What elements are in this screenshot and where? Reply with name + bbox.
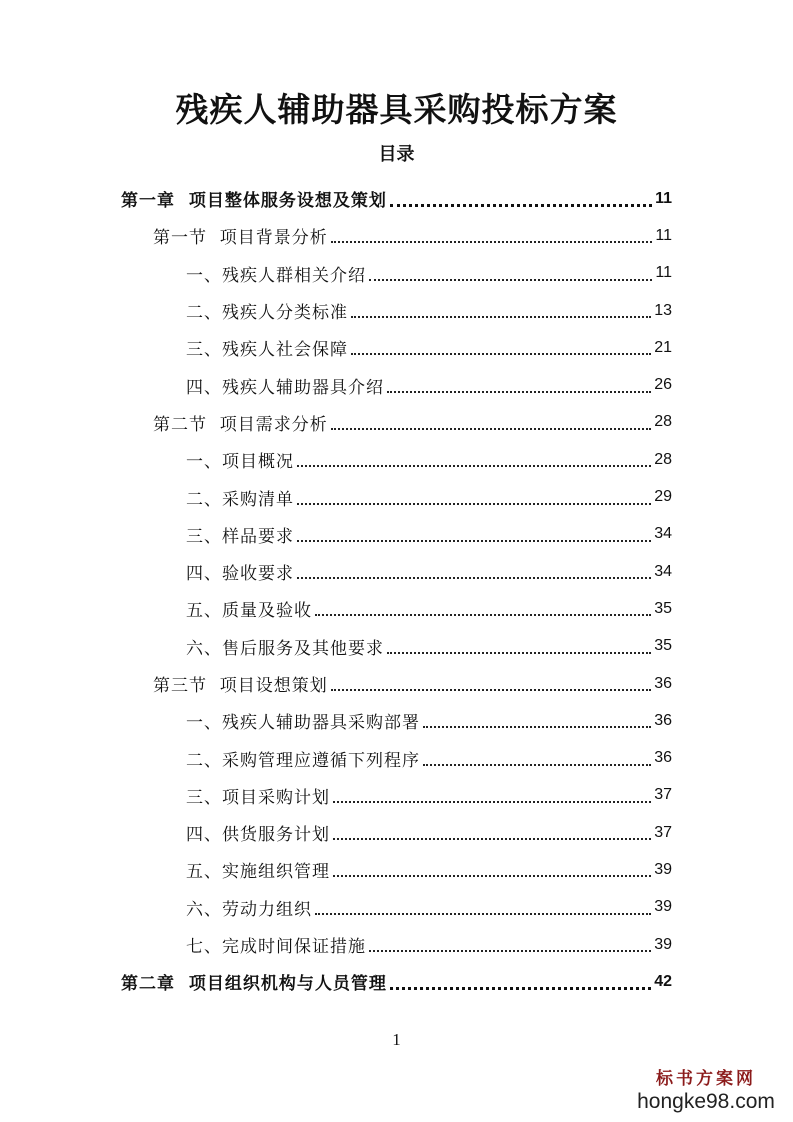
toc-entry-label: 第三节 项目设想策划 [153,676,328,696]
toc-entry-label: 三、样品要求 [186,526,294,547]
toc-entry-page: 28 [654,413,672,431]
toc-entry-label: 第二章 项目组织机构与人员管理 [121,974,387,995]
toc-entry-label: 一、残疾人辅助器具采购部署 [186,713,420,734]
toc-dot-leader [423,725,651,728]
toc-entry-page: 39 [654,860,672,878]
toc-entry-label: 五、实施组织管理 [186,862,330,883]
toc-dot-leader [387,651,651,654]
toc-entry[interactable] [0,590,793,627]
toc-entry-page: 11 [655,226,672,244]
toc-entry-label: 二、采购管理应遵循下列程序 [186,750,420,771]
toc-dot-leader [297,539,651,542]
toc-entry-page: 11 [655,264,672,282]
page-number: 1 [392,1030,401,1049]
toc-entry-label: 三、项目采购计划 [186,787,330,808]
toc-entry-page: 29 [654,488,672,506]
toc-entry-label: 二、采购清单 [186,489,294,510]
toc-dot-leader [369,949,651,952]
toc-entry-label: 第二节 项目需求分析 [153,414,328,435]
toc-entry-label: 第一节 项目背景分析 [153,228,328,249]
toc-dot-leader [369,278,652,281]
toc-entry-page: 26 [654,376,672,394]
toc-entry-page: 34 [654,562,672,580]
toc-entry-label: 一、残疾人群相关介绍 [186,265,366,286]
toc-entry-label: 七、完成时间保证措施 [186,937,366,958]
toc-entry[interactable] [0,255,793,292]
toc-dot-leader [351,315,651,318]
watermark-url: hongke98.com [637,1090,775,1113]
toc-entry-page: 21 [654,338,672,356]
document-title: 残疾人辅助器具采购投标方案 [175,90,618,129]
toc-entry-label: 六、售后服务及其他要求 [186,638,384,659]
toc-dot-leader [351,352,651,355]
toc-dot-leader [297,502,651,505]
toc-entry[interactable] [0,217,793,254]
toc-dot-leader [387,390,651,393]
toc-entry[interactable] [0,404,793,441]
toc-dot-leader [333,837,651,840]
toc-entry[interactable] [0,628,793,665]
toc-entry[interactable] [0,441,793,478]
toc-entry-page: 11 [655,189,672,207]
toc-entry-page: 37 [654,786,672,804]
toc-entry-page: 42 [654,972,672,990]
toc-dot-leader [390,203,652,207]
toc-entry[interactable] [0,292,793,329]
toc-entry-label: 四、供货服务计划 [186,825,330,846]
toc-entry-page: 35 [654,599,672,617]
toc-entry-label: 四、残疾人辅助器具介绍 [186,377,384,398]
site-watermark [631,1068,781,1114]
toc-entry-page: 39 [654,935,672,953]
toc-dot-leader [331,427,651,430]
toc-entry[interactable] [0,851,793,888]
toc-heading: 目录 [378,144,415,165]
toc-entry-label: 五、质量及验收 [186,601,312,622]
toc-entry[interactable] [0,739,793,776]
toc-entry-label: 一、项目概况 [186,452,294,473]
toc-dot-leader [297,464,651,467]
toc-entry-label: 三、残疾人社会保障 [186,340,348,361]
toc-dot-leader [315,613,651,616]
watermark-name: 标书方案网 [656,1069,756,1089]
toc-entry[interactable] [0,665,793,702]
toc-entry-label: 四、验收要求 [186,564,294,585]
toc-dot-leader [423,763,651,766]
toc-dot-leader [390,986,651,990]
toc-dot-leader [331,688,651,691]
toc-entry-page: 36 [654,674,672,692]
toc-entry[interactable] [0,180,793,217]
toc-entry-page: 37 [654,823,672,841]
toc-entry[interactable] [0,366,793,403]
toc-entry-label: 二、残疾人分类标准 [186,303,348,324]
toc-entry-page: 36 [654,749,672,767]
toc-entry-page: 34 [654,525,672,543]
toc-entry[interactable] [0,516,793,553]
toc-entry-page: 39 [654,898,672,916]
toc-entry[interactable] [0,889,793,926]
toc-entry-label: 第一章 项目整体服务设想及策划 [121,191,387,212]
toc-dot-leader [333,874,651,877]
toc-entry-label: 六、劳动力组织 [186,899,312,920]
toc-entry[interactable] [0,702,793,739]
toc-entry-page: 36 [654,711,672,729]
toc-entry-page: 35 [654,637,672,655]
toc-entry[interactable] [0,814,793,851]
toc-entry-page: 13 [654,301,672,319]
toc-entry[interactable] [0,329,793,366]
toc-entry[interactable] [0,926,793,963]
toc-dot-leader [297,576,651,579]
toc-entry[interactable] [0,478,793,515]
toc-entry[interactable] [0,963,793,1000]
toc-dot-leader [333,800,651,803]
toc-dot-leader [315,912,651,915]
toc-dot-leader [331,240,653,243]
toc-entry[interactable] [0,777,793,814]
table-of-contents [0,180,793,1001]
toc-entry-page: 28 [654,450,672,468]
toc-entry[interactable] [0,553,793,590]
